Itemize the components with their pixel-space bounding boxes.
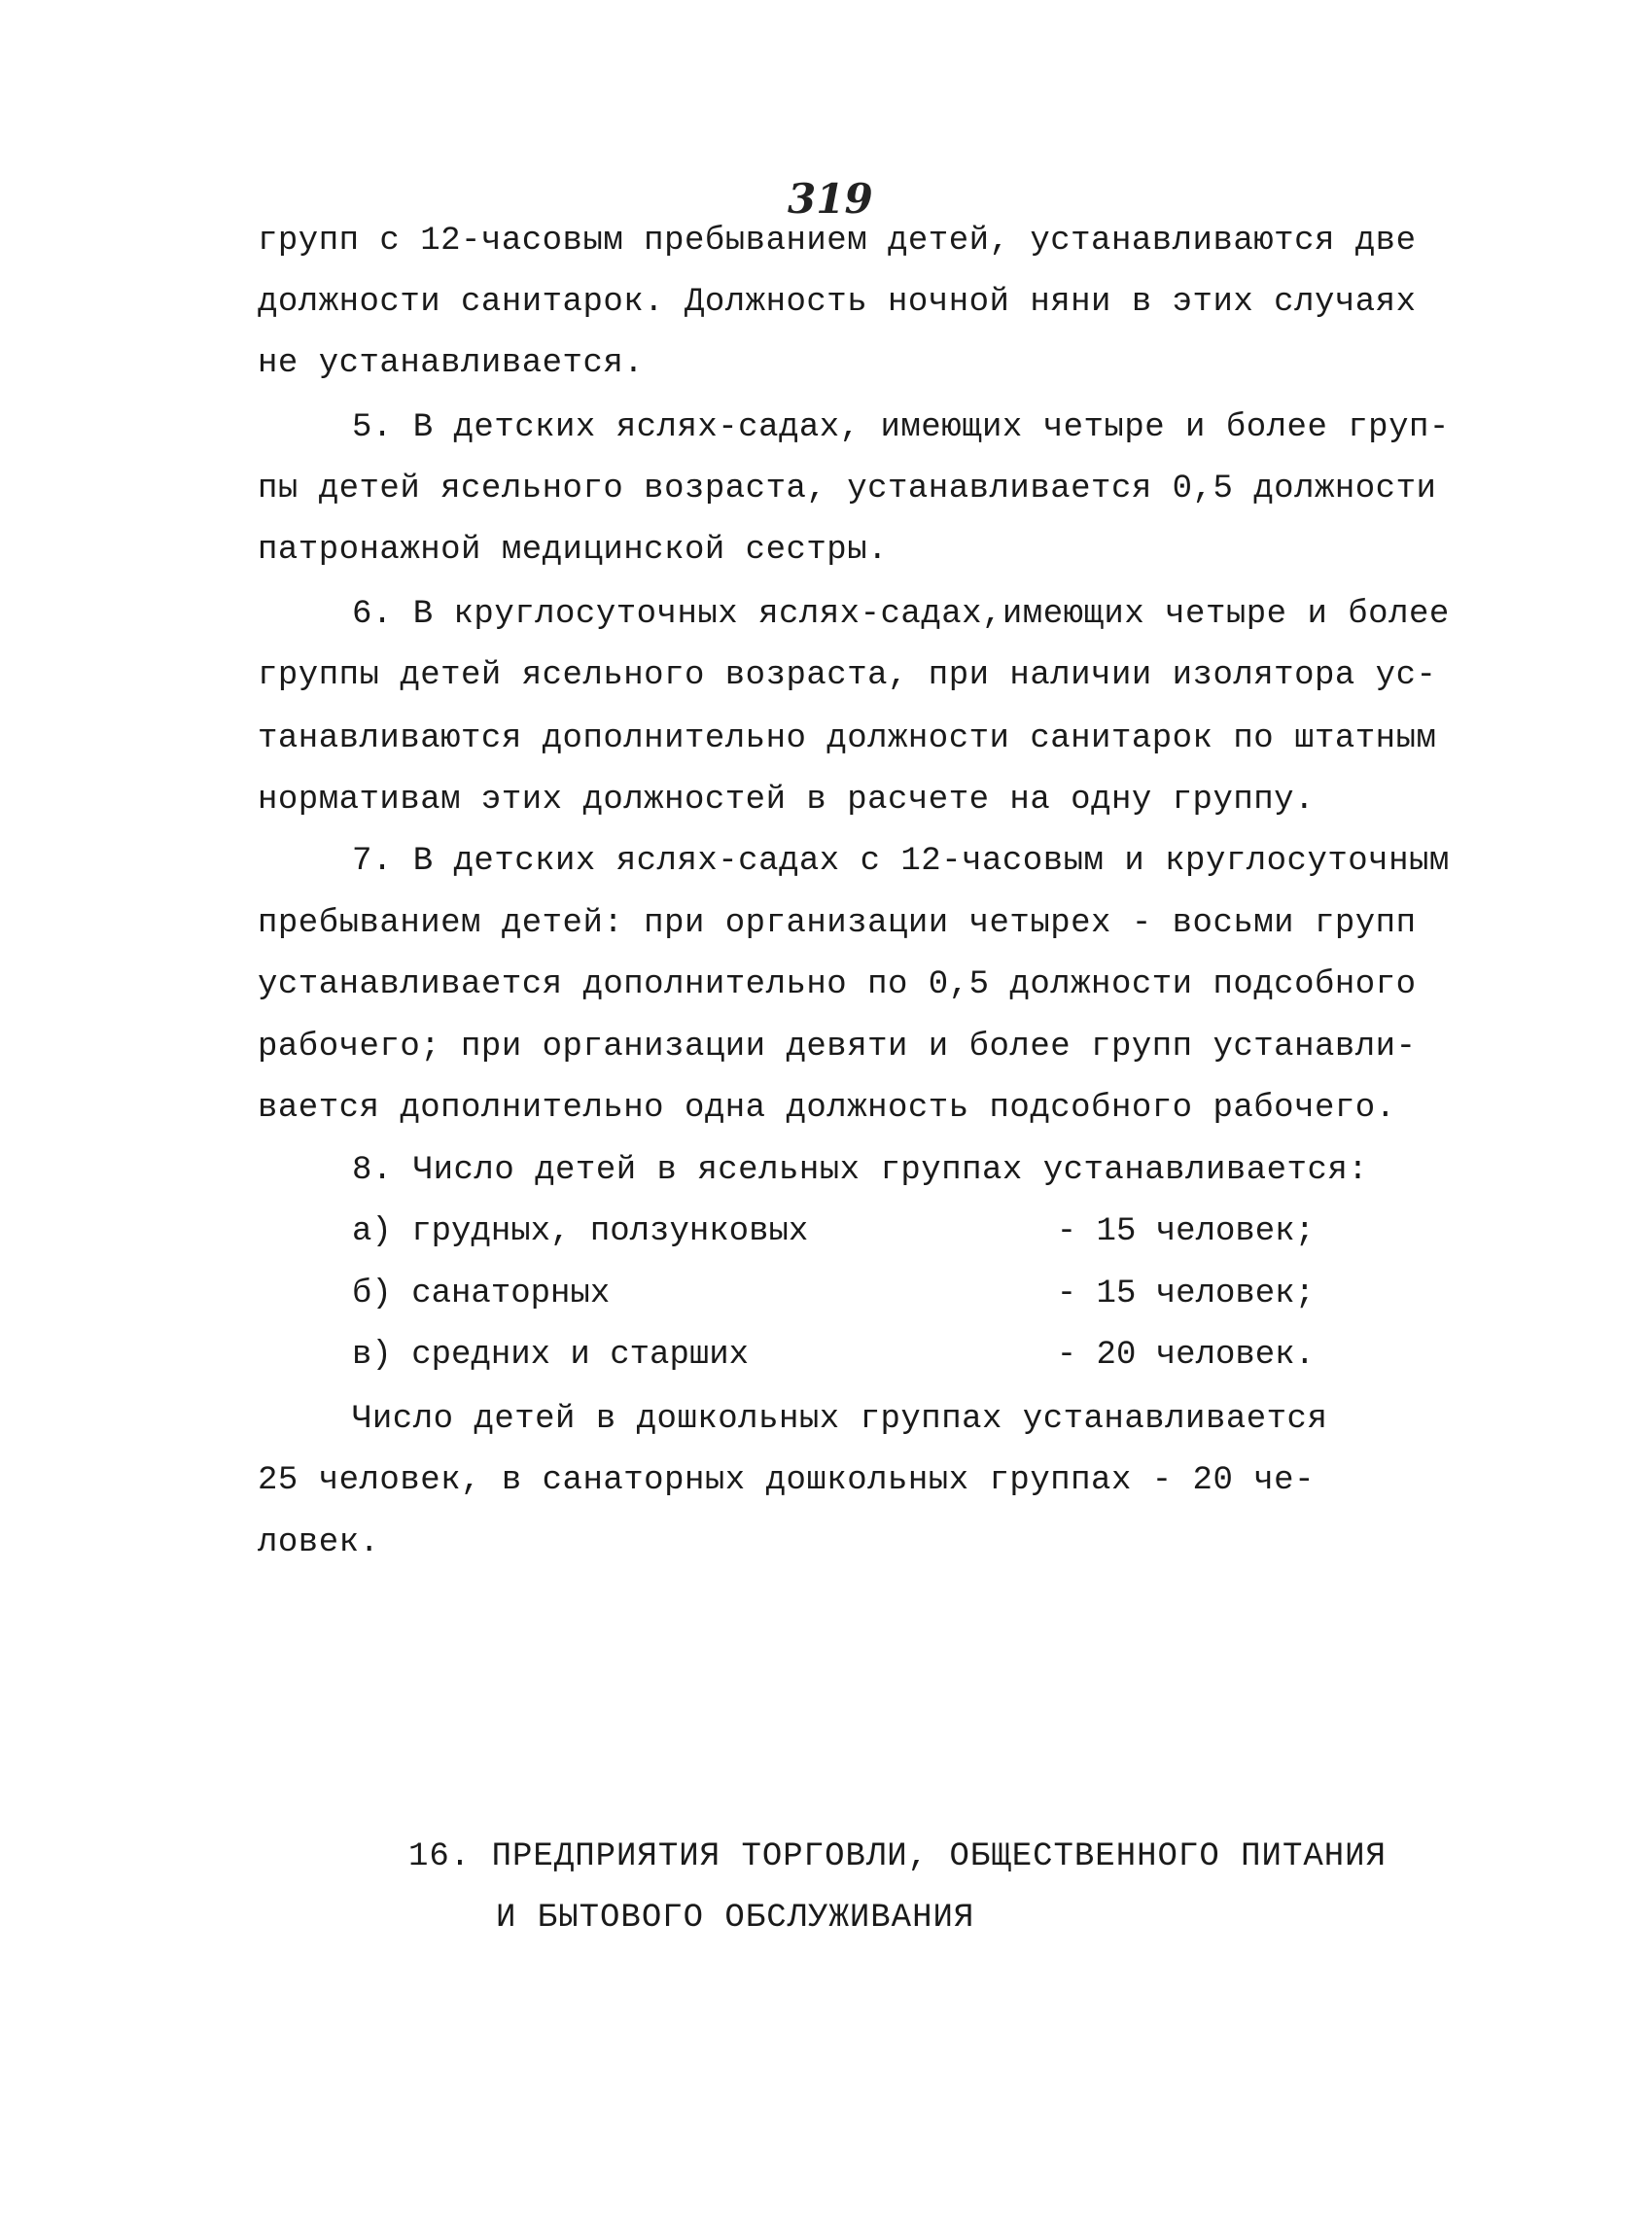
- p7-line-5: вается дополнительно одна должность подсобного рабочего.: [258, 1090, 1396, 1127]
- p7-line-1: 7. В детских яслях-садах с 12-часовым и круглосуточным: [352, 843, 1450, 880]
- list-item-label: б) санаторных: [352, 1276, 611, 1312]
- intro-line-3: не устанавливается.: [258, 345, 645, 382]
- p7-line-4: рабочего; при организации девяти и более групп устанавли-: [258, 1029, 1417, 1066]
- closing-line-2: 25 человек, в санаторных дошкольных группах - 20 че-: [258, 1462, 1315, 1499]
- intro-line-2: должности санитарок. Должность ночной няни в этих случаях: [258, 284, 1417, 321]
- list-item-value: - 15 человек;: [1056, 1213, 1315, 1250]
- closing-line-1: Число детей в дошкольных группах устанавливается: [352, 1401, 1328, 1438]
- p6-line-2: группы детей ясельного возраста, при наличии изолятора ус-: [258, 657, 1437, 694]
- list-item-label: а) грудных, ползунковых: [352, 1213, 809, 1250]
- p7-line-2: пребыванием детей: при организации четырех - восьми групп: [258, 905, 1417, 942]
- p6-line-1: 6. В круглосуточных яслях-садах,имеющих четыре и более: [352, 596, 1450, 633]
- p5-line-1: 5. В детских яслях-садах, имеющих четыре и более груп-: [352, 409, 1450, 446]
- p6-line-4: нормативам этих должностей в расчете на одну группу.: [258, 782, 1315, 819]
- p5-line-3: патронажной медицинской сестры.: [258, 532, 889, 569]
- page-number: 319: [788, 175, 873, 223]
- intro-line-1: групп с 12-часовым пребыванием детей, устанавливаются две: [258, 223, 1417, 260]
- list-item-value: - 20 человек.: [1056, 1337, 1315, 1374]
- p5-line-2: пы детей ясельного возраста, устанавливается 0,5 должности: [258, 471, 1437, 507]
- p7-line-3: устанавливается дополнительно по 0,5 должности подсобного: [258, 966, 1417, 1003]
- section-heading-line-2: И БЫТОВОГО ОБСЛУЖИВАНИЯ: [496, 1900, 975, 1937]
- p8-intro: 8. Число детей в ясельных группах устанавливается:: [352, 1152, 1369, 1189]
- closing-line-3: ловек.: [258, 1524, 380, 1561]
- list-item-value: - 15 человек;: [1056, 1276, 1315, 1312]
- list-item-label: в) средних и старших: [352, 1337, 750, 1374]
- p6-line-3: танавливаются дополнительно должности санитарок по штатным: [258, 720, 1437, 757]
- section-heading-line-1: 16. ПРЕДПРИЯТИЯ ТОРГОВЛИ, ОБЩЕСТВЕННОГО ПИТАНИЯ: [408, 1838, 1387, 1875]
